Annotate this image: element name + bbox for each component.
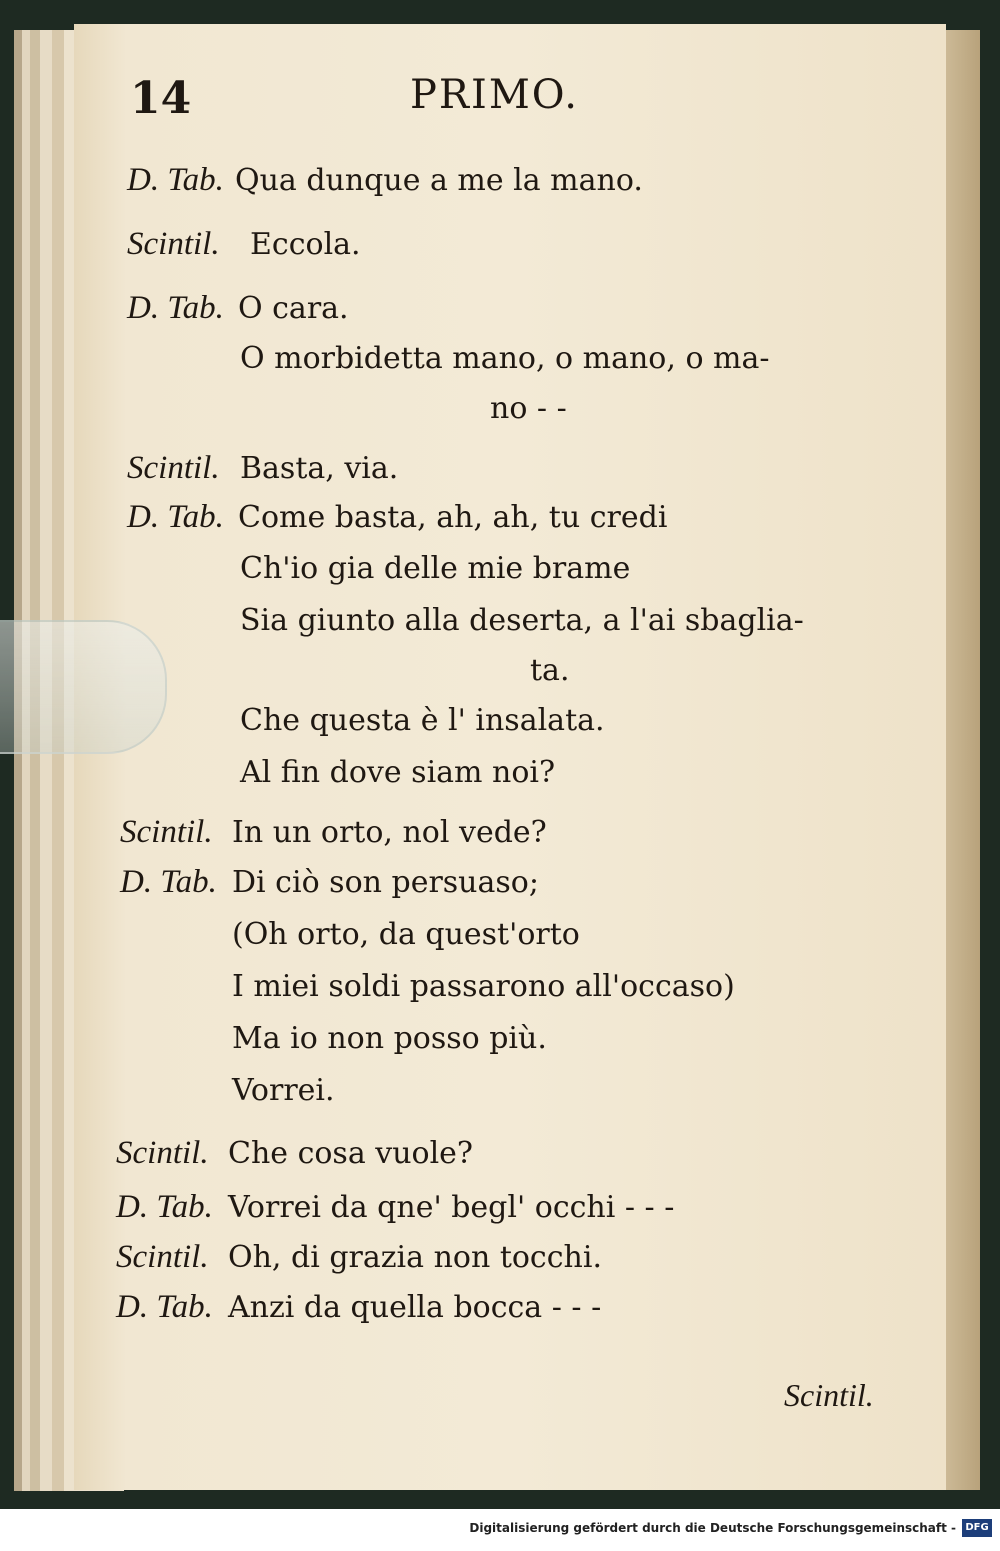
speaker-label: D. Tab.: [127, 499, 224, 535]
page-clip: [0, 620, 167, 754]
dialogue-line: O morbidetta mano, o mano, o ma-: [240, 341, 770, 376]
speaker-label: Scintil.: [127, 226, 220, 262]
footer-credit: Digitalisierung gefördert durch die Deutsche Forschungsgemeinschaft -: [469, 1521, 956, 1535]
dialogue-line: Ch'io gia delle mie brame: [240, 551, 631, 586]
speaker-label: Scintil.: [120, 814, 213, 850]
dialogue-line: Che questa è l' insalata.: [240, 703, 605, 738]
dialogue-line: (Oh orto, da quest'orto: [232, 917, 580, 952]
running-title: PRIMO.: [410, 72, 579, 118]
dialogue-line: Ma io non posso più.: [232, 1021, 547, 1056]
speaker-label: D. Tab.: [116, 1289, 213, 1325]
speaker-label: Scintil.: [116, 1239, 209, 1275]
speaker-label: Scintil.: [116, 1135, 209, 1171]
speaker-label: D. Tab.: [127, 290, 224, 326]
dfg-logo-icon: DFG: [962, 1519, 992, 1537]
speaker-label: Scintil.: [127, 450, 220, 486]
dialogue-line: Anzi da quella bocca - - -: [228, 1290, 602, 1325]
dialogue-line: no - -: [490, 391, 567, 426]
dialogue-line: Eccola.: [250, 227, 361, 262]
dialogue-line: O cara.: [238, 291, 349, 326]
dialogue-line: I miei soldi passarono all'occaso): [232, 969, 735, 1004]
dialogue-line: Che cosa vuole?: [228, 1136, 474, 1171]
speaker-label: D. Tab.: [120, 864, 217, 900]
footer-bar: [0, 1509, 1000, 1551]
dialogue-line: Basta, via.: [240, 451, 399, 486]
facing-page-edge: [944, 30, 980, 1490]
catchword: Scintil.: [784, 1377, 874, 1413]
dialogue-line: Vorrei da qne' begl' occhi - - -: [228, 1190, 675, 1225]
speaker-label: D. Tab.: [127, 162, 224, 198]
dialogue-line: Di ciò son persuaso;: [232, 865, 539, 900]
speaker-label: D. Tab.: [116, 1189, 213, 1225]
page-number: 14: [130, 73, 192, 124]
dialogue-line: Oh, di grazia non tocchi.: [228, 1240, 602, 1275]
dialogue-line: Come basta, ah, ah, tu credi: [238, 500, 668, 535]
dialogue-line: Sia giunto alla deserta, a l'ai sbaglia-: [240, 603, 804, 638]
dialogue-line: Al fin dove siam noi?: [240, 755, 556, 790]
dialogue-line: Vorrei.: [232, 1073, 335, 1108]
dialogue-line: Qua dunque a me la mano.: [235, 163, 643, 198]
dialogue-line: ta.: [530, 653, 570, 688]
dialogue-line: In un orto, nol vede?: [232, 815, 547, 850]
